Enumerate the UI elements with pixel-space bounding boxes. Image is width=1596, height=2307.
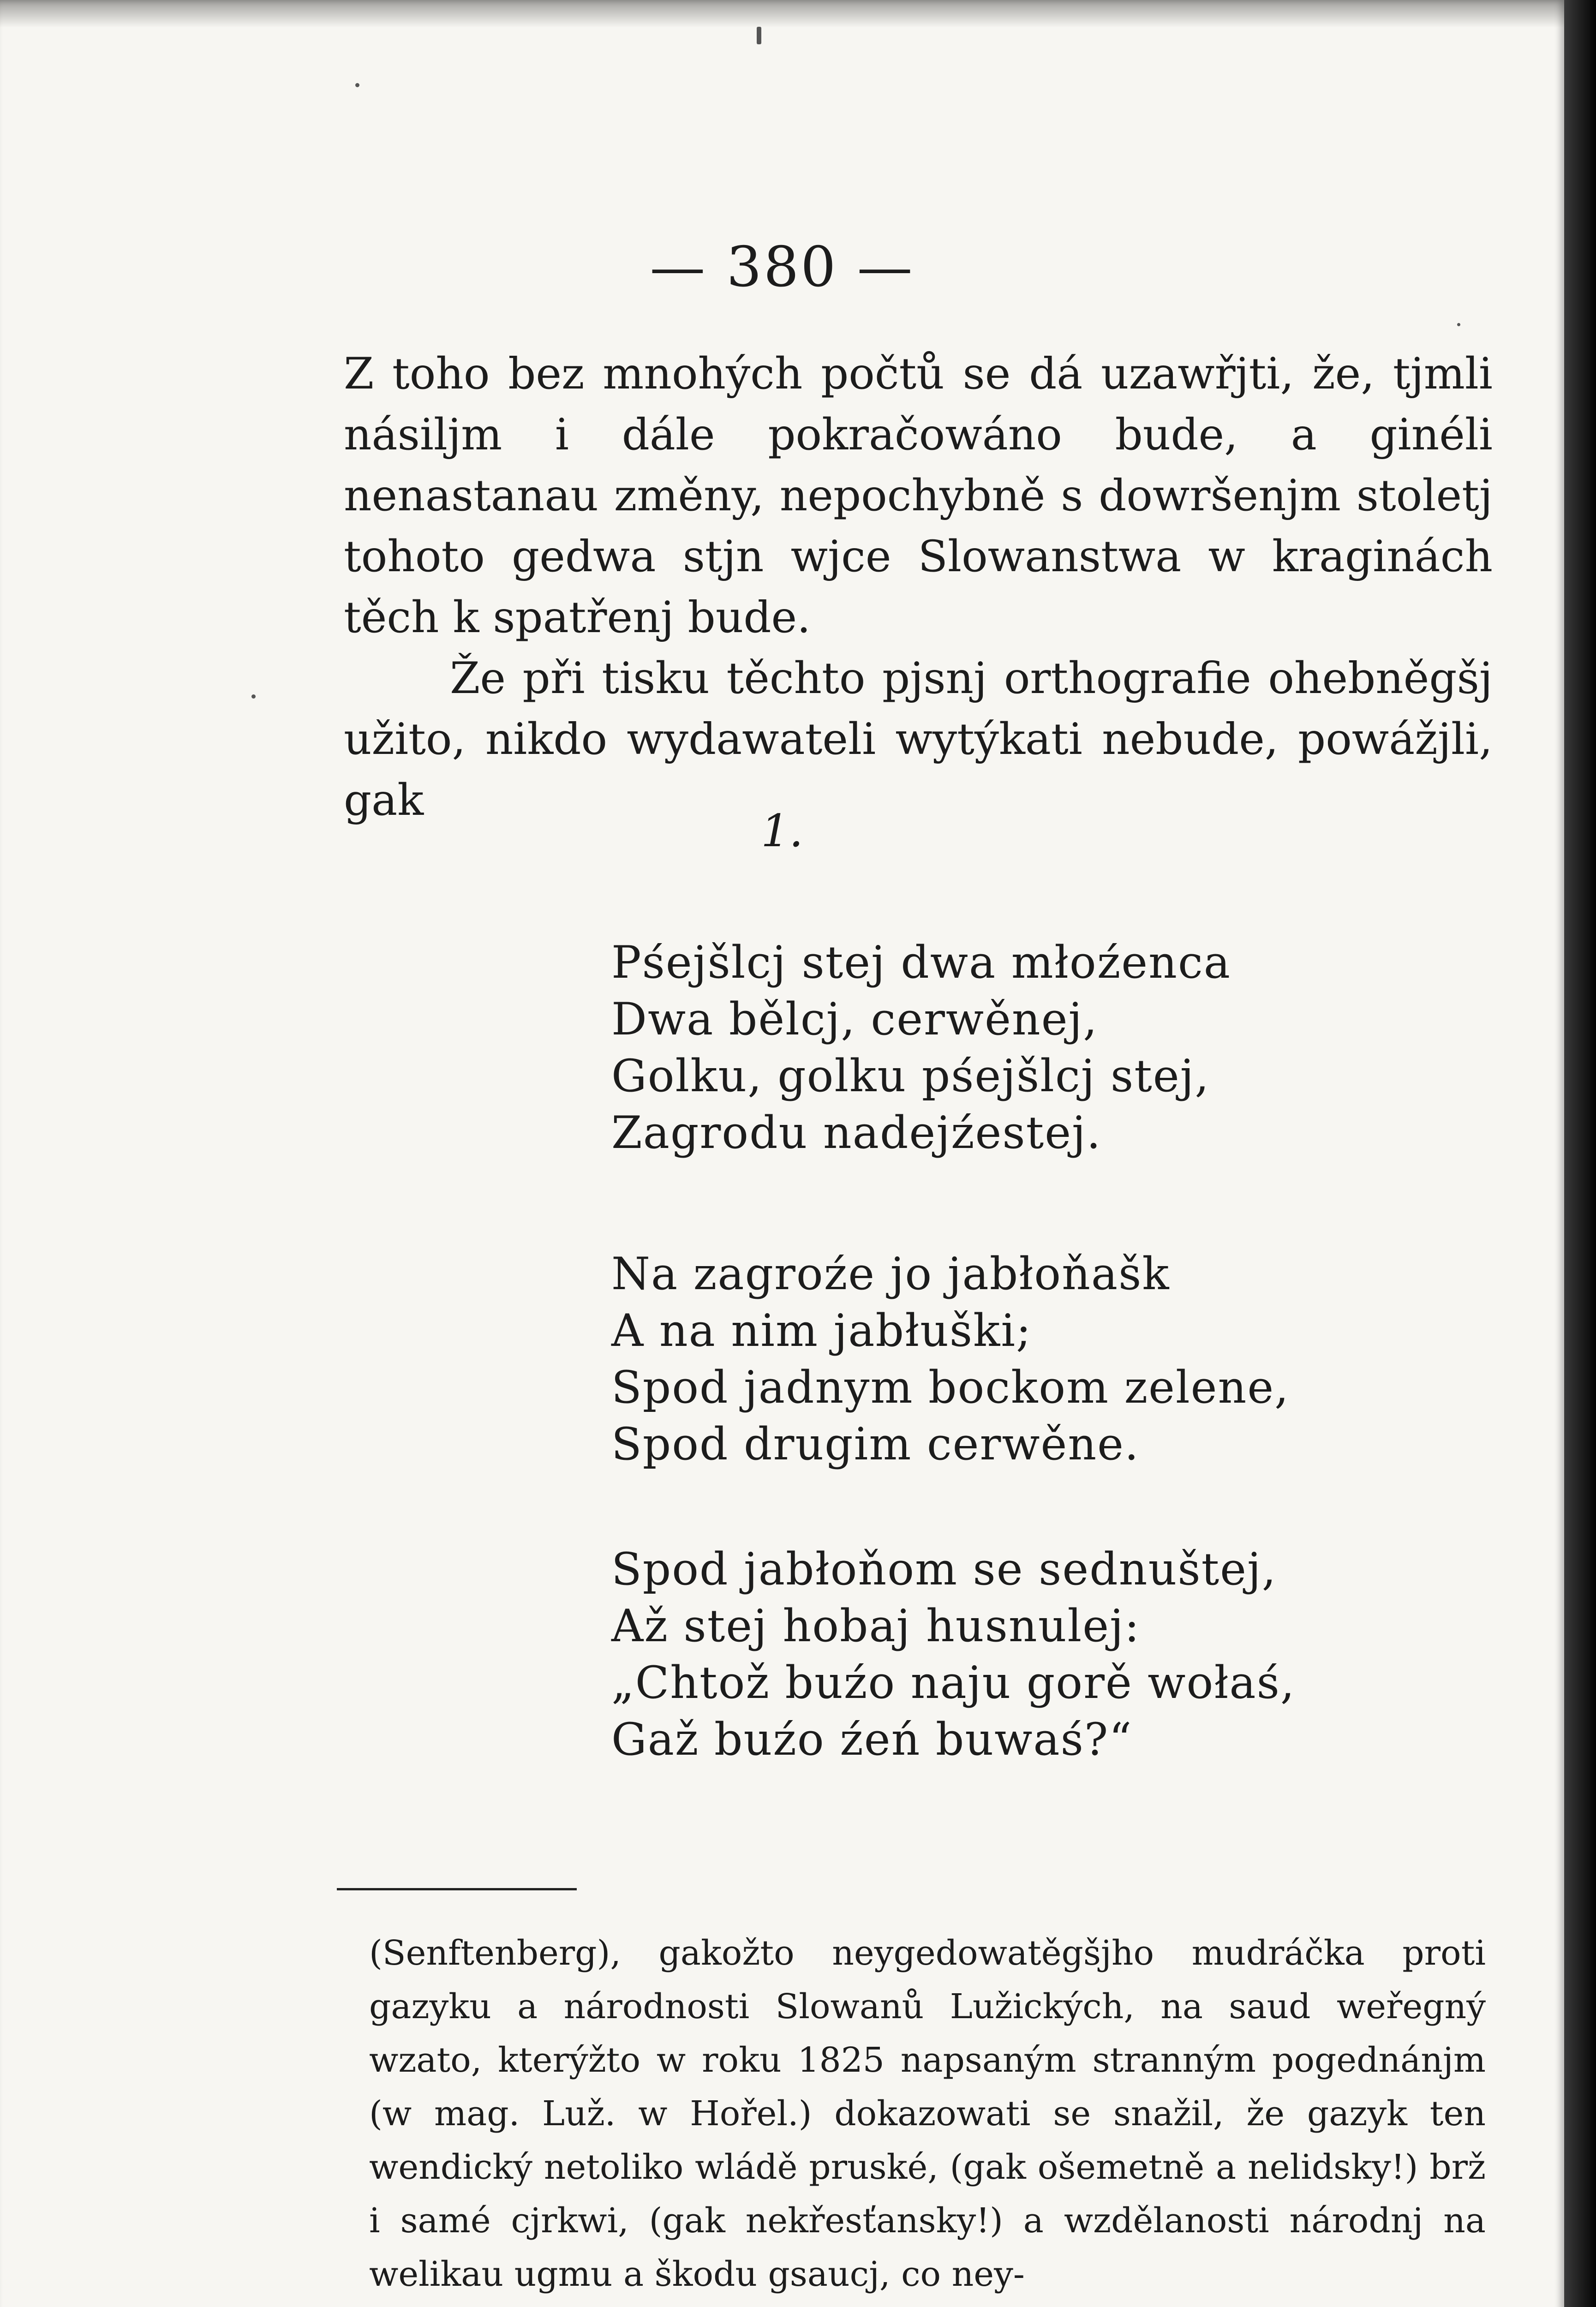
scan-top-shadow <box>0 0 1564 28</box>
body-paragraph: Z toho bez mnohých počtů se dá uzawřjti, že, tjmli násiljm i dále pokračowáno bude, a ginéli nenastanau změny, nepochybně s dowršenjm stoletj tohoto gedwa stjn wjce Slowanstwa w kraginách těch k spatřenj bude. <box>344 349 1493 643</box>
footnote <box>369 1926 1486 2301</box>
page-number: — 380 — <box>650 235 915 299</box>
poem-line: A na nim jabłuški; <box>611 1305 1032 1357</box>
poem-line: Zagrodu nadejźestej. <box>611 1107 1102 1159</box>
poem-stanza <box>611 1246 1350 1473</box>
poem-line: Spod jadnym bockom zelene, <box>611 1362 1290 1413</box>
scan-speck <box>355 83 359 87</box>
poem-number: 1. <box>761 805 803 857</box>
poem-line: Na zagroźe jo jabłoňašk <box>611 1248 1170 1300</box>
scan-speck <box>251 694 256 699</box>
page-edge-shadow <box>1564 0 1596 2307</box>
scan-speck <box>757 27 761 44</box>
scan-speck <box>1457 323 1460 326</box>
poem-line: Gaž buźo źeń buwaś?“ <box>611 1714 1133 1765</box>
poem-line: Pśejšlcj stej dwa młoźenca <box>611 937 1231 988</box>
poem-line: Spod drugim cerwěne. <box>611 1418 1140 1470</box>
poem-line: Spod jabłoňom se sednuštej, <box>611 1543 1277 1595</box>
body-text <box>344 344 1493 831</box>
footnote-divider <box>337 1888 577 1890</box>
footnote-text: (Senftenberg), gakožto neygedowatěgšjho mudráčka proti gazyku a národnosti Slowanů Lužických, na saud weřegný wzato, kterýžto w roku 1825 napsaným stranným pogednánjm (w mag. Luž. w Hořel.) dokazowati se snažil, že gazyk ten wendický netoliko wládě pruské, (gak ošemetně a nelidsky!) brž i samé cjrkwi, (gak nekřesťansky!) a wzdělanosti národnj na welikau ugmu a škodu gsaucj, co ney- <box>369 1933 1486 2294</box>
poem-line: Dwa bělcj, cerwěnej, <box>611 993 1098 1045</box>
poem-line: Golku, golku pśejšlcj stej, <box>611 1050 1210 1102</box>
poem-stanza <box>611 934 1350 1161</box>
poem-line: „Chtož buźo naju gorě wołaś, <box>611 1657 1296 1709</box>
body-paragraph: Že při tisku těchto pjsnj orthografie ohebněgšj užito, nikdo wydawateli wytýkati nebude, powážjli, gak <box>344 653 1493 825</box>
poem-stanza <box>611 1541 1350 1768</box>
poem-line: Až stej hobaj husnulej: <box>611 1600 1141 1652</box>
